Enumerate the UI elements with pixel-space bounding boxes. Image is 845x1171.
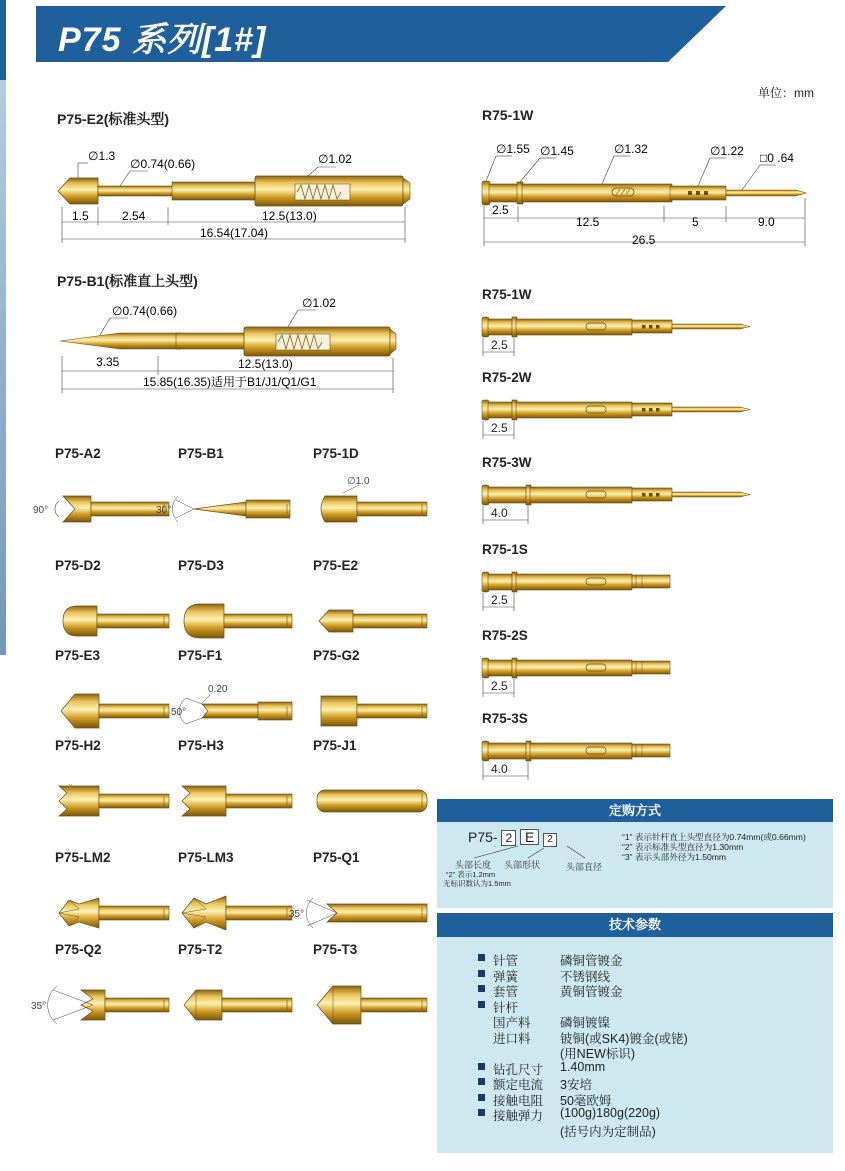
r1w-dia3: ∅1.32 (614, 142, 648, 156)
b1-dia1: ∅0.74(0.66) (112, 304, 178, 318)
receptacle-dim: 2.5 (491, 593, 508, 607)
b1-dim-total: 15.85(16.35)适用于B1/J1/Q1/G1 (143, 375, 317, 389)
bullet-icon (478, 1001, 485, 1008)
tech-value: 磷铜管镀金 (560, 954, 623, 968)
head-label: P75-F1 (178, 648, 223, 663)
tech-row (478, 1013, 611, 1030)
head-label: P75-H2 (55, 738, 101, 753)
order-prefix: P75- (468, 829, 498, 845)
head-lm2-shape (59, 898, 169, 928)
tech-row (478, 1091, 612, 1108)
head-label: P75-T3 (313, 942, 358, 957)
tech-key: 针杆 (493, 1000, 519, 1015)
head-drawing-t2 (168, 956, 303, 1036)
receptacle-label: R75-2S (482, 628, 528, 643)
receptacle-label: R75-3S (482, 711, 528, 726)
bullet-icon (478, 1063, 485, 1070)
head-label: P75-LM2 (55, 850, 111, 865)
head-label: P75-Q1 (313, 850, 360, 865)
order-cap-length: 头部长度 (455, 860, 492, 870)
head-note: 30° (156, 505, 172, 516)
order-note-b: 无标识数认为1.5mm (443, 879, 511, 888)
order-box-diameter: 2 (543, 833, 557, 847)
head-label: P75-Q2 (55, 942, 102, 957)
r1w-dia4: ∅1.22 (710, 144, 744, 158)
head-label: P75-B1 (178, 446, 224, 461)
e2-dim-b: 2.54 (122, 209, 146, 223)
tech-key: 国产料 (493, 1016, 531, 1030)
receptacle-dim: 2.5 (491, 338, 508, 352)
bullet-icon (478, 985, 485, 992)
head-label: P75-J1 (313, 738, 357, 753)
head-note: 90° (33, 505, 49, 516)
order-box-shape: E (520, 829, 539, 845)
tech-value: 磷铜镀镍 (560, 1016, 611, 1030)
order-note-a: “2” 表示1.2mm (446, 870, 496, 879)
bullet-icon (478, 970, 485, 977)
tech-row (478, 1122, 656, 1139)
r1w-dim-a: 2.5 (492, 203, 509, 217)
order-panel-title: 定购方式 (437, 799, 833, 822)
tech-row (478, 1106, 661, 1123)
head-t3-shape (317, 986, 427, 1024)
e2-dia2: ∅0.74(0.66) (130, 157, 196, 171)
e2-dim-a: 1.5 (72, 209, 89, 223)
b1-dia2: ∅1.02 (302, 296, 336, 310)
tech-key: 接触电阻 (493, 1093, 544, 1108)
tech-row (478, 951, 623, 968)
r1w-dia1: ∅1.55 (496, 142, 530, 156)
tech-row (478, 1075, 592, 1092)
head-label: P75-G2 (313, 648, 360, 663)
tech-value: (用NEW标识) (560, 1047, 635, 1061)
tech-row (478, 1044, 635, 1061)
e2-dia1: ∅1.3 (88, 149, 116, 163)
order-box-length: 2 (501, 830, 516, 846)
head-note: 35° (289, 909, 305, 920)
tech-key: 额定电流 (493, 1078, 544, 1092)
b1-dim-a: 3.35 (96, 355, 120, 369)
tech-key: 进口料 (493, 1031, 531, 1046)
tech-value: 不锈钢线 (560, 969, 611, 984)
drawing-r1w-label: R75-1W (482, 107, 534, 123)
tech-value: 3安培 (560, 1078, 592, 1092)
head-note: 50° (171, 707, 187, 718)
order-legend-1: “1” 表示针杆直上头型直径为0.74mm(或0.66mm) (622, 832, 806, 842)
b1-dim-b: 12.5(13.0) (238, 357, 293, 371)
receptacle-dim: 4.0 (491, 762, 508, 776)
tech-value: 50毫欧姆 (560, 1093, 612, 1108)
r1w-dim-b: 12.5 (576, 215, 600, 229)
head-note: ∅1.0 (347, 476, 370, 487)
e2-dim-total: 16.54(17.04) (200, 226, 269, 240)
tech-value: 铍铜(或SK4)镀金(或铑) (560, 1031, 688, 1046)
tech-value: (100g)180g(220g) (560, 1106, 661, 1120)
head-q2-shape (48, 986, 169, 1024)
head-drawing-q2 (31, 956, 180, 1036)
r1w-dia2: ∅1.45 (540, 144, 574, 158)
r1w-dia5: □0 .64 (760, 151, 794, 165)
tech-key: 接触弹力 (493, 1109, 544, 1123)
head-t2-shape (184, 990, 292, 1020)
tech-key: 针管 (493, 954, 519, 968)
tech-key: 弹簧 (493, 969, 519, 984)
e2-dim-c: 12.5(13.0) (262, 209, 317, 223)
tech-key: 套管 (493, 985, 519, 999)
tech-value: 1.40mm (560, 1059, 606, 1074)
head-label: P75-1D (313, 446, 359, 461)
head-label: P75-LM3 (178, 850, 234, 865)
head-label: P75-D3 (178, 558, 224, 573)
tech-value: (括号内为定制品) (560, 1124, 656, 1139)
page-title: P75 系列[1#] (58, 21, 267, 59)
receptacle-dim: 2.5 (491, 679, 508, 693)
order-legend-3: “3” 表示头部外径为1.50mm (622, 852, 727, 862)
receptacle-dim: 2.5 (491, 421, 508, 435)
head-label: P75-T2 (178, 942, 223, 957)
receptacle-label: R75-3W (482, 455, 532, 470)
receptacle-label: R75-1W (482, 287, 532, 302)
tech-value: 黄铜管镀金 (560, 985, 623, 999)
head-drawing-t3 (303, 956, 438, 1036)
tech-row (478, 1059, 606, 1077)
head-note2: 0.20 (208, 684, 228, 695)
order-legend (622, 832, 806, 862)
e2-dia3: ∅1.02 (318, 152, 352, 166)
tech-row (478, 967, 611, 984)
head-label: P75-E3 (55, 648, 101, 663)
order-cap-diameter: 头部直径 (566, 862, 603, 872)
r1w-dim-d: 9.0 (758, 215, 775, 229)
unit-label: 单位：mm (758, 86, 814, 100)
order-cap-shape: 头部形状 (504, 860, 541, 870)
drawing-b1-label: P75-B1(标准直上头型) (57, 273, 198, 289)
receptacle-label: R75-2W (482, 370, 532, 385)
head-label: P75-E2 (313, 558, 359, 573)
head-note: 35° (31, 1001, 47, 1012)
tech-key: 钻孔尺寸 (493, 1062, 544, 1077)
receptacle-dim: 4.0 (491, 506, 508, 520)
drawing-e2-label: P75-E2(标准头型) (57, 111, 170, 127)
order-legend-2: “2” 表示标准头型直径为1.30mm (622, 842, 744, 852)
receptacle-label: R75-1S (482, 542, 528, 557)
tech-row (478, 998, 519, 1015)
tech-row (478, 1029, 688, 1046)
head-label: P75-H3 (178, 738, 224, 753)
tech-panel-title: 技术参数 (437, 913, 833, 937)
head-label: P75-A2 (55, 446, 101, 461)
tech-rows (478, 951, 688, 1139)
head-label: P75-D2 (55, 558, 101, 573)
r1w-dim-total: 26.5 (632, 233, 656, 247)
head-q1-shape (306, 898, 427, 928)
tech-row (478, 982, 623, 999)
head-lm3-shape (182, 896, 292, 930)
bullet-icon (478, 1109, 485, 1116)
r1w-dim-c: 5 (692, 215, 699, 229)
bullet-icon (478, 1094, 485, 1101)
bullet-icon (478, 954, 485, 961)
bullet-icon (478, 1078, 485, 1085)
